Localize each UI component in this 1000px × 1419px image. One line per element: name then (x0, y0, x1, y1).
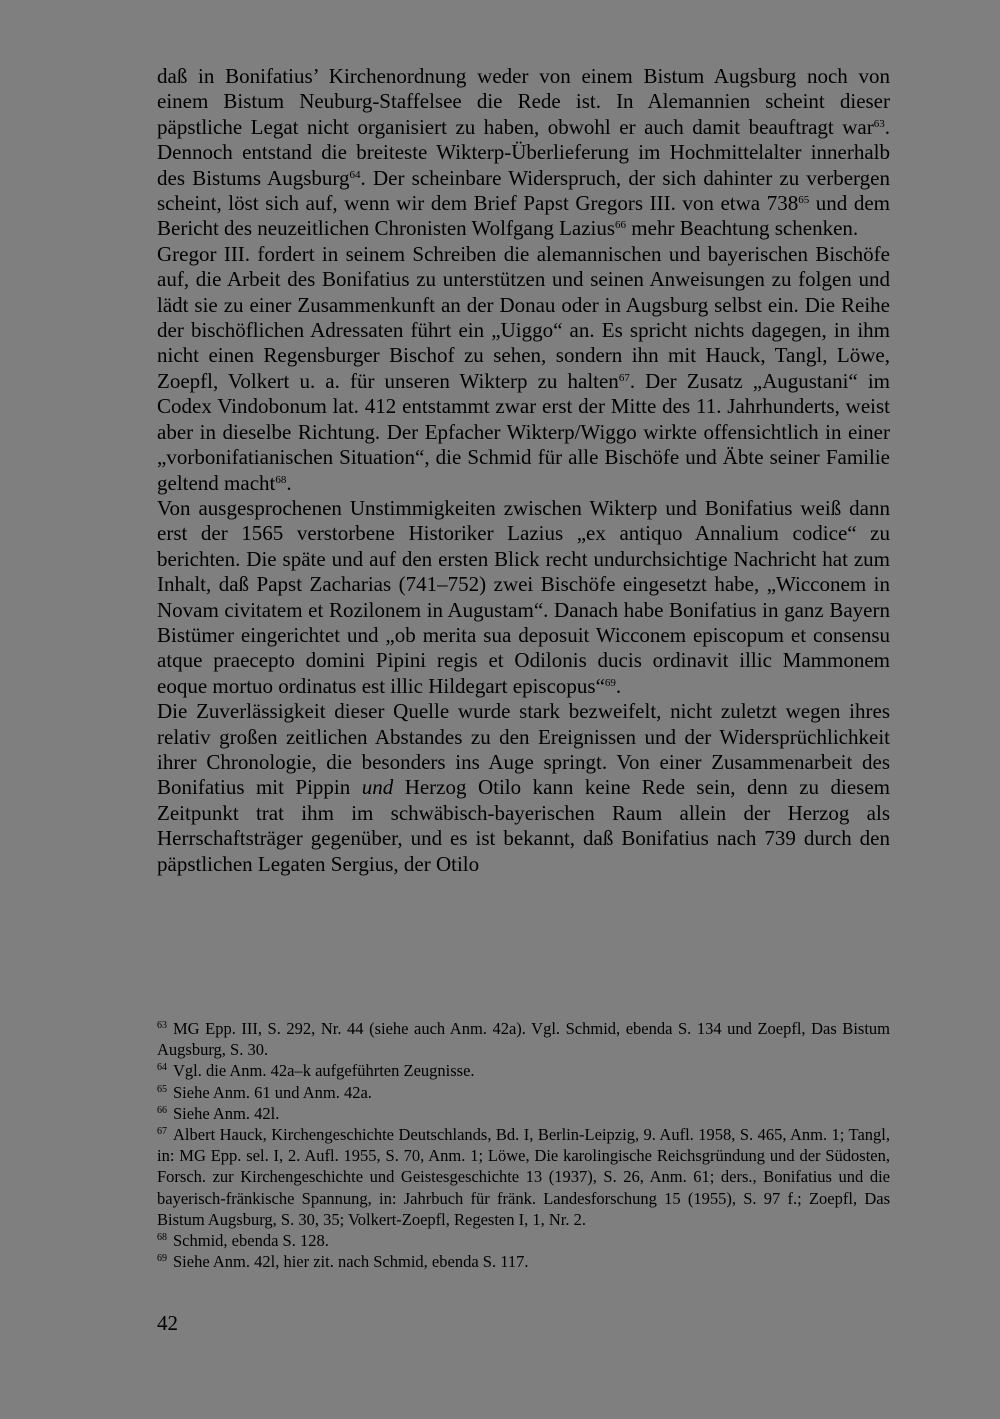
footnote-ref: 67 (618, 371, 630, 384)
footnote-text: MG Epp. III, S. 292, Nr. 44 (siehe auch Anm. 42a). Vgl. Schmid, ebenda S. 134 und Zoepfl, Das Bistum Augsburg, S. 30. (157, 1019, 890, 1060)
footnote (157, 1124, 890, 1230)
footnote-ref: 64 (349, 168, 361, 181)
footnote-text: Vgl. die Anm. 42a–k aufgeführten Zeugnisse. (173, 1061, 475, 1081)
footnote-number: 64 (157, 1062, 167, 1074)
footnote-text: Siehe Anm. 61 und Anm. 42a. (173, 1082, 372, 1102)
footnote-ref: 68 (275, 473, 287, 486)
footnote (157, 1230, 890, 1251)
footnote-number: 67 (157, 1126, 167, 1138)
footnote-number: 65 (157, 1083, 167, 1095)
footnote-number: 68 (157, 1232, 167, 1244)
footnote-number: 69 (157, 1253, 167, 1265)
footnote (157, 1251, 890, 1272)
footnotes (157, 1018, 890, 1272)
footnote-ref: 69 (604, 676, 616, 689)
paragraph: Gregor III. fordert in seinem Schreiben die alemannischen und bayerischen Bischöfe auf, die Arbeit des Bonifatius zu unterstützen und seinen Anweisungen zu folgen und lädt sie zu einer Zusammenkunft an der Donau oder in Augsburg selbst ein. Die Reihe der bischöflichen Adressaten führt ein „Uiggo“ an. Es spricht nichts dagegen, in ihm nicht einen Regensburger Bischof zu sehen, sondern ihn mit Hauck, Tangl, Löwe, Zoepfl, Volkert u. a. für unseren Wikterp zu halten$^{67}$. Der Zusatz „Augustani“ im Codex Vindobonum lat. 412 entstammt zwar erst der Mitte des 11. Jahrhunderts, weist aber in dieselbe Richtung. Der Epfacher Wikterp/Wiggo wirkte offensichtlich in einer „vorbonifatianischen Situation“, die Schmid für alle Bischöfe und Äbte seiner Familie geltend macht$^{68}$. (157, 241, 890, 495)
footnote-number: 66 (157, 1104, 167, 1116)
footnote-text: Siehe Anm. 42l. (173, 1103, 280, 1123)
footnote (157, 1082, 890, 1103)
footnote (157, 1018, 890, 1060)
footnote-text: Albert Hauck, Kirchengeschichte Deutschlands, Bd. I, Berlin-Leipzig, 9. Aufl. 1958, S. 465, Anm. 1; Tangl, in: MG Epp. sel. I, 2. Aufl. 1955, S. 70, Anm. 1; Löwe, Die karolingische Reichsgründung und der Südosten, Forsch. zur Kirchengeschichte und Geistesgeschichte 13 (1937), S. 26, Anm. 61; ders., Bonifatius und die bayerisch-fränkische Spannung, in: Jahrbuch für fränk. Landesforschung 15 (1955), S. 97 f.; Zoepfl, Das Bistum Augsburg, S. 30, 35; Volkert-Zoepfl, Regesten I, 1, Nr. 2. (157, 1125, 890, 1229)
emphasis: und (361, 775, 394, 800)
footnote-number: 63 (157, 1020, 167, 1031)
footnote-ref: 66 (615, 219, 627, 232)
footnote-text: Siehe Anm. 42l, hier zit. nach Schmid, ebenda S. 117. (173, 1252, 529, 1272)
paragraph: daß in Bonifatius’ Kirchenordnung weder von einem Bistum Augsburg noch von einem Bistum Neuburg-Staffelsee die Rede ist. In Alemannien scheint dieser päpstliche Legat nicht organisiert zu haben, obwohl er auch damit beauftragt war$^{63}$. Dennoch entstand die breiteste Wikterp-Überlieferung im Hochmittelalter innerhalb des Bistums Augsburg$^{64}$. Der scheinbare Widerspruch, der sich dahinter zu verbergen scheint, löst sich auf, wenn wir dem Brief Papst Gregors III. von etwa $738^{65}$ und dem Bericht des neuzeitlichen Chronisten Wolfgang Lazius$^{66}$ mehr Beachtung schenken. (157, 64, 891, 241)
footnote-ref: 63 (873, 117, 885, 130)
footnote-ref: 65 (798, 194, 810, 207)
paragraph: Die Zuverlässigkeit dieser Quelle wurde stark bezweifelt, nicht zuletzt wegen ihres relativ großen zeitlichen Abstandes zu den Ereignissen und der Widersprüchlichkeit ihrer Chronologie, die besonders ins Auge springt. Von einer Zusammenarbeit des Bonifatius mit Pippin und Herzog Otilo kann keine Rede sein, denn zu diesem Zeitpunkt trat ihm im schwäbisch-bayerischen Raum allein der Herzog als Herrschaftsträger gegenüber, und es ist bekannt, daß Bonifatius nach 739 durch den päpstlichen Legaten Sergius, der Otilo (157, 699, 890, 876)
footnote (157, 1103, 890, 1124)
page-number: 42 (157, 1311, 178, 1335)
footnote (157, 1060, 890, 1081)
footnote-text: Schmid, ebenda S. 128. (173, 1231, 329, 1251)
body-text (157, 64, 890, 877)
paragraph: Von ausgesprochenen Unstimmigkeiten zwischen Wikterp und Bonifatius weiß dann erst der 1565 verstorbene Historiker Lazius „ex antiquo Annalium codice“ zu berichten. Die späte und auf den ersten Blick recht undurchsichtige Nachricht hat zum Inhalt, daß Papst Zacharias (741–752) zwei Bischöfe eingesetzt habe, „Wicconem in Novam civitatem et Rozilonem in Augustam“. Danach habe Bonifatius in ganz Bayern Bistümer eingerichtet und „ob merita sua deposuit Wicconem episcopum et consensu atque praecepto domini Pipini regis et Odilonis ducis ordinavit illic Mammonem eoque mortuo ordinatus est illic Hildegart episcopus“$^{69}$. (157, 495, 890, 698)
